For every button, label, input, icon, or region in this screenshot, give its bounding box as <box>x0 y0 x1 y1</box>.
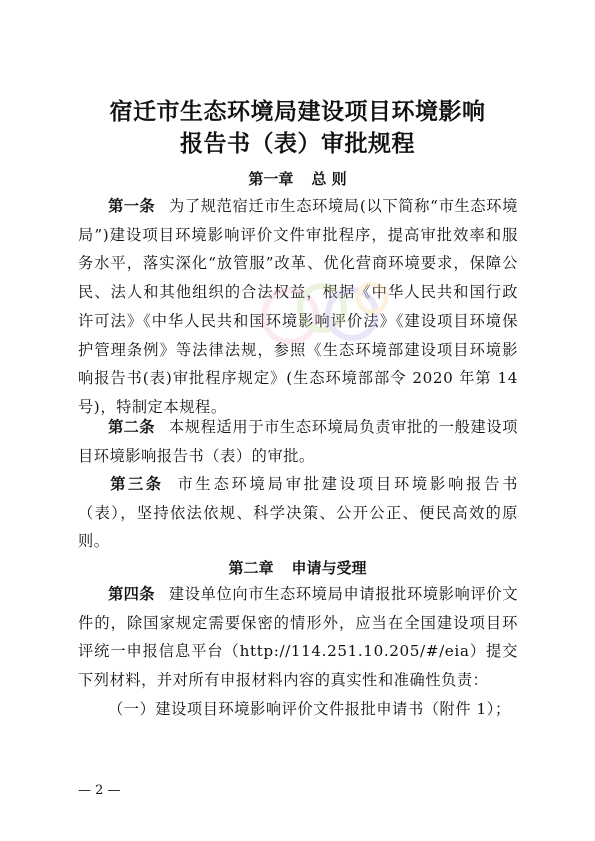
document-title-line-1: 宿迁市生态环境局建设项目环境影响 <box>109 98 486 125</box>
article-4-item-1 <box>78 695 518 724</box>
chapter-2-heading <box>0 557 595 578</box>
article-4-label: 第四条 <box>108 585 155 603</box>
chapter-2-title: 申请与受理 <box>291 559 367 577</box>
article-2 <box>78 413 518 470</box>
article-2-text: 本规程适用于市生态环境局负责审批的一般建设项目环境影响报告书（表）的审批。 <box>78 418 519 465</box>
article-4-text: 建设单位向市生态环境局申请报批环境影响评价文件的，除国家规定需要保密的情形外，应当在全国建设项目环评统一申报信息平台（http://114.251.10.205/#/eia）提交下列材料，并对所有申报材料内容的真实性和准确性负责： <box>78 585 519 690</box>
article-1 <box>78 192 518 422</box>
article-3-label: 第三条 <box>108 475 164 493</box>
chapter-1-heading <box>0 168 595 189</box>
article-1-text: 为了规范宿迁市生态环境局(以下简称“市生态环境局”)建设项目环境影响评价文件审批程序，提高审批效率和服务水平，落实深化“放管服”改革、优化营商环境要求，保障公民、法人和其他组织的合法权益，根据《中华人民共和国行政许可法》《中华人民共和国环境影响评价法》《建设项目环境保护管理条例》等法律法规，参照《生态环境部建设项目环境影响报告书(表)审批程序规定》(生态环境部部令 2020 年第 14 号)，特制定本规程。 <box>78 197 518 416</box>
article-4 <box>78 580 518 695</box>
article-1-label: 第一条 <box>108 197 155 215</box>
chapter-1-number: 第一章 <box>248 170 294 188</box>
article-2-label: 第二条 <box>108 418 155 436</box>
document-title-line-2: 报告书（表）审批规程 <box>180 130 415 157</box>
article-3-text: 市生态环境局审批建设项目环境影响报告书（表），坚持依法依规、科学决策、公开公正、便民高效的原则。 <box>78 475 518 551</box>
page-number: — 2 — <box>78 783 121 798</box>
article-3 <box>78 470 518 556</box>
chapter-1-title: 总 则 <box>311 170 347 188</box>
item-1-text: （一）建设项目环境影响评价文件报批申请书（附件 1）； <box>108 700 511 718</box>
chapter-2-number: 第二章 <box>228 559 274 577</box>
